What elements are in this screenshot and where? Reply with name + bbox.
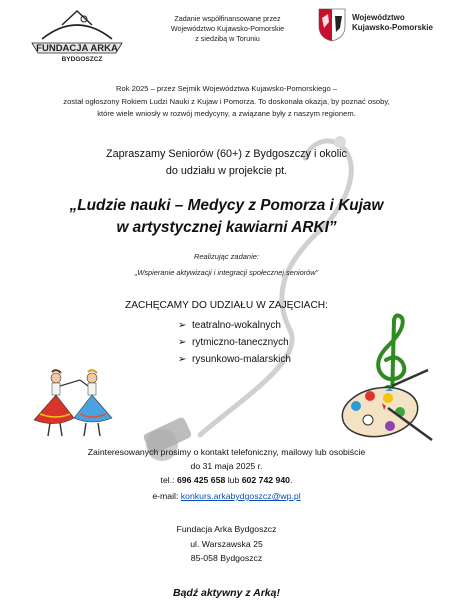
slogan: Bądź aktywny z Arką!	[173, 587, 280, 599]
region-name: Województwo Kujawsko-Pomorskie	[352, 13, 433, 32]
phone-line: tel.: 696 425 658 lub 602 742 940.	[160, 475, 293, 485]
paint-palette-icon	[338, 368, 436, 442]
address-block: Fundacja Arka Bydgoszcz ul. Warszawska 25 85-058 Bydgoszcz	[176, 524, 277, 563]
phone-number[interactable]: 696 425 658	[176, 475, 226, 485]
project-title: „Ludzie nauki – Medycy z Pomorza i Kujaw w artystycznej kawiarni ARKI”	[69, 197, 384, 236]
cofinance-note: Zadanie współfinansowane przez Województwo Kujawsko-Pomorskie z siedzibą w Toruniu	[170, 14, 285, 43]
activity-item: ➢ rytmiczno-tanecznych	[178, 337, 289, 348]
svg-text:BYDGOSZCZ: BYDGOSZCZ	[61, 56, 103, 63]
intro-paragraph: Rok 2025 – przez Sejmik Województwa Kujawsko-Pomorskiego – został ogłoszony Rokiem Ludzi Nauki z Kujaw i Pomorza. To doskonała okazja, by poznać osoby, które wiele wniosły w rozwój medycyny, a związane były z naszym regionem.	[63, 84, 390, 118]
coat-of-arms-icon	[318, 8, 346, 42]
encourage-heading: ZACHĘCAMY DO UDZIAŁU W ZAJĘCIACH:	[124, 300, 328, 311]
invitation-text: Zapraszamy Seniorów (60+) z Bydgoszczy i okolic do udziału w projekcie pt.	[106, 148, 347, 177]
arrow-bullet-icon: ➢	[178, 354, 187, 365]
arrow-bullet-icon: ➢	[178, 337, 187, 348]
svg-text:FUNDACJA ARKA: FUNDACJA ARKA	[36, 43, 118, 54]
realizing-label: Realizując zadanie:	[193, 252, 260, 261]
fundacja-arka-logo	[22, 5, 132, 63]
activity-item: ➢ teatralno-wokalnych	[178, 320, 281, 331]
email-link[interactable]: konkurs.arkabydgoszcz@wp.pl	[180, 491, 301, 501]
arrow-bullet-icon: ➢	[178, 320, 187, 331]
contact-paragraph: Zainteresowanych prosimy o kontakt telefoniczny, mailowy lub osobiście do 31 maja 2025 r.	[87, 447, 366, 471]
task-name: „Wspieranie aktywizacji i integracji społecznej seniorów”	[134, 268, 319, 277]
email-line: e-mail: konkurs.arkabydgoszcz@wp.pl	[152, 491, 301, 501]
phone-number[interactable]: 602 742 940	[241, 475, 291, 485]
dancers-illustration	[28, 368, 120, 440]
activity-item: ➢ rysunkowo-malarskich	[178, 354, 291, 365]
